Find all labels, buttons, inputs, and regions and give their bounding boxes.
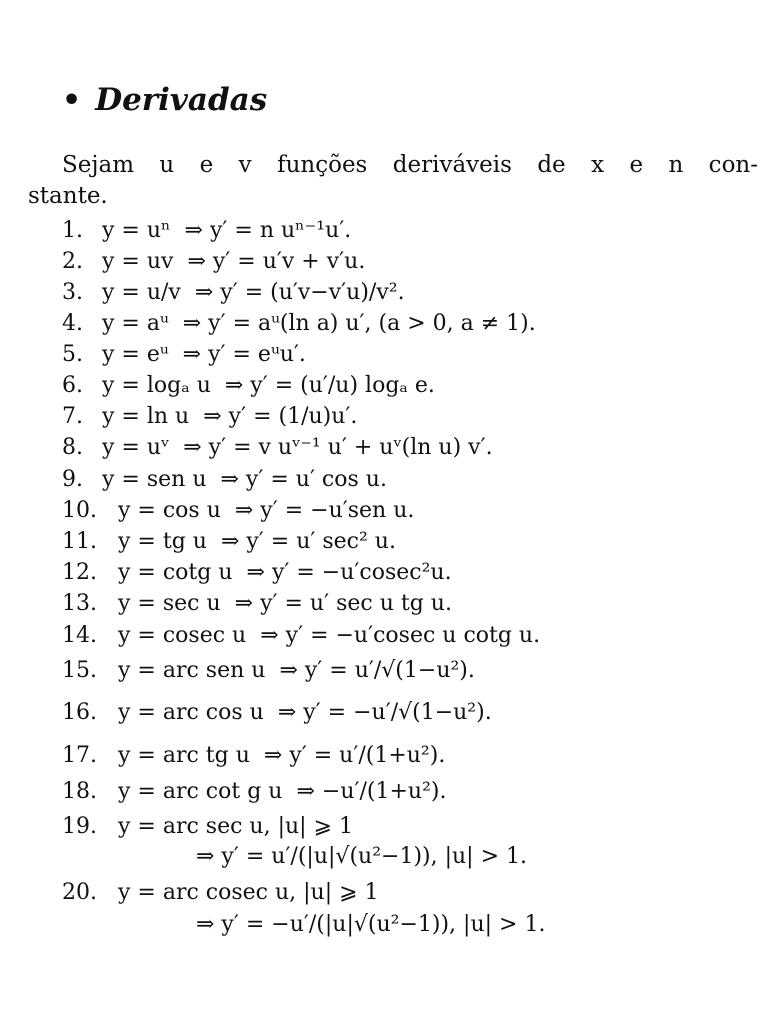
rule-derivative: ⇒ y′ = −u′/√(1−u²).: [277, 700, 492, 725]
rule-number: 17.: [62, 743, 97, 768]
rule-function: y = arc cot g u: [118, 779, 283, 804]
rule-function: y = uⁿ: [102, 218, 171, 243]
rule-function: y = uᵛ: [102, 435, 170, 460]
rule-derivative: ⇒ −u′/(1+u²).: [296, 779, 447, 804]
rule-17: [62, 743, 445, 769]
rule-4: [62, 311, 536, 337]
rule-derivative: ⇒ y′ = (u′v−v′u)/v².: [194, 280, 405, 305]
rule-derivative: ⇒ y′ = eᵘu′.: [182, 342, 306, 367]
rule-function: y = arc cosec u, |u| ⩾ 1: [118, 880, 379, 905]
rule-number: 5.: [62, 342, 83, 367]
rule-number: 18.: [62, 779, 97, 804]
rule-function: y = logₐ u: [102, 373, 211, 398]
rule-derivative: ⇒ y′ = u′ sec² u.: [220, 529, 396, 554]
rule-19-derivative-line: [62, 844, 527, 870]
rule-20: [62, 880, 379, 906]
rule-number: 11.: [62, 529, 97, 554]
rule-number: 14.: [62, 623, 97, 648]
rule-2: [62, 249, 365, 275]
rule-number: 1.: [62, 218, 83, 243]
rule-derivative: ⇒ y′ = v uᵛ⁻¹ u′ + uᵛ(ln u) v′.: [183, 435, 493, 460]
rule-number: 3.: [62, 280, 83, 305]
rule-derivative: ⇒ y′ = u′v + v′u.: [187, 249, 366, 274]
rule-number: 2.: [62, 249, 83, 274]
rule-number: 19.: [62, 814, 97, 839]
rule-function: y = cosec u: [118, 623, 247, 648]
rule-function: y = arc sen u: [118, 658, 266, 683]
rule-number: 4.: [62, 311, 83, 336]
rule-number: 7.: [62, 404, 83, 429]
rule-3: [62, 280, 405, 306]
rule-derivative: ⇒ y′ = aᵘ(ln a) u′, (a > 0, a ≠ 1).: [182, 311, 536, 336]
rule-derivative: ⇒ y′ = −u′cosec²u.: [246, 560, 452, 585]
rule-6: [62, 373, 435, 399]
rule-9: [62, 467, 387, 493]
rule-number: 16.: [62, 700, 97, 725]
rule-derivative: ⇒ y′ = −u′/(|u|√(u²−1)), |u| > 1.: [196, 912, 546, 937]
rule-function: y = aᵘ: [102, 311, 169, 336]
rule-8: [62, 435, 493, 461]
rule-function: y = u/v: [102, 280, 181, 305]
rule-number: 15.: [62, 658, 97, 683]
rule-function: y = tg u: [118, 529, 207, 554]
section-title: [62, 82, 267, 118]
rule-number: 10.: [62, 498, 97, 523]
rule-10: [62, 498, 414, 524]
rule-12: [62, 560, 452, 586]
rule-derivative: ⇒ y′ = u′/(|u|√(u²−1)), |u| > 1.: [196, 844, 527, 869]
rule-number: 12.: [62, 560, 97, 585]
rule-derivative: ⇒ y′ = u′/√(1−u²).: [279, 658, 475, 683]
rule-20-derivative-line: [62, 912, 545, 938]
rule-function: y = sen u: [102, 467, 207, 492]
rule-11: [62, 529, 396, 555]
rule-function: y = arc sec u, |u| ⩾ 1: [118, 814, 353, 839]
rule-5: [62, 342, 306, 368]
rule-derivative: ⇒ y′ = −u′cosec u cotg u.: [260, 623, 541, 648]
rule-15: [62, 658, 475, 684]
rule-derivative: ⇒ y′ = u′/(1+u²).: [263, 743, 446, 768]
rule-derivative: ⇒ y′ = u′ cos u.: [220, 467, 387, 492]
rule-1: [62, 218, 351, 244]
rule-number: 9.: [62, 467, 83, 492]
rule-function: y = sec u: [118, 591, 221, 616]
intro-line-2: stante.: [28, 183, 108, 209]
rule-function: y = cos u: [118, 498, 221, 523]
rule-function: y = arc cos u: [118, 700, 264, 725]
rule-function: y = eᵘ: [102, 342, 169, 367]
rule-19: [62, 814, 353, 840]
rule-function: y = uv: [102, 249, 174, 274]
rule-function: y = cotg u: [118, 560, 233, 585]
rule-function: y = ln u: [102, 404, 190, 429]
rule-derivative: ⇒ y′ = −u′sen u.: [234, 498, 415, 523]
intro-paragraph: [28, 150, 758, 212]
rule-number: 6.: [62, 373, 83, 398]
rule-18: [62, 779, 446, 805]
rule-16: [62, 700, 492, 726]
rule-function: y = arc tg u: [118, 743, 250, 768]
rule-derivative: ⇒ y′ = (u′/u) logₐ e.: [224, 373, 435, 398]
rule-14: [62, 623, 540, 649]
rule-13: [62, 591, 452, 617]
rule-number: 8.: [62, 435, 83, 460]
rule-number: 20.: [62, 880, 97, 905]
bullet-icon: •: [62, 82, 82, 118]
rule-derivative: ⇒ y′ = u′ sec u tg u.: [234, 591, 452, 616]
rule-number: 13.: [62, 591, 97, 616]
intro-line-1: Sejam u e v funções deriváveis de x e n con-: [62, 152, 758, 178]
section-title-text: Derivadas: [95, 82, 268, 118]
rule-7: [62, 404, 357, 430]
rule-derivative: ⇒ y′ = n uⁿ⁻¹u′.: [184, 218, 352, 243]
rule-derivative: ⇒ y′ = (1/u)u′.: [203, 404, 358, 429]
